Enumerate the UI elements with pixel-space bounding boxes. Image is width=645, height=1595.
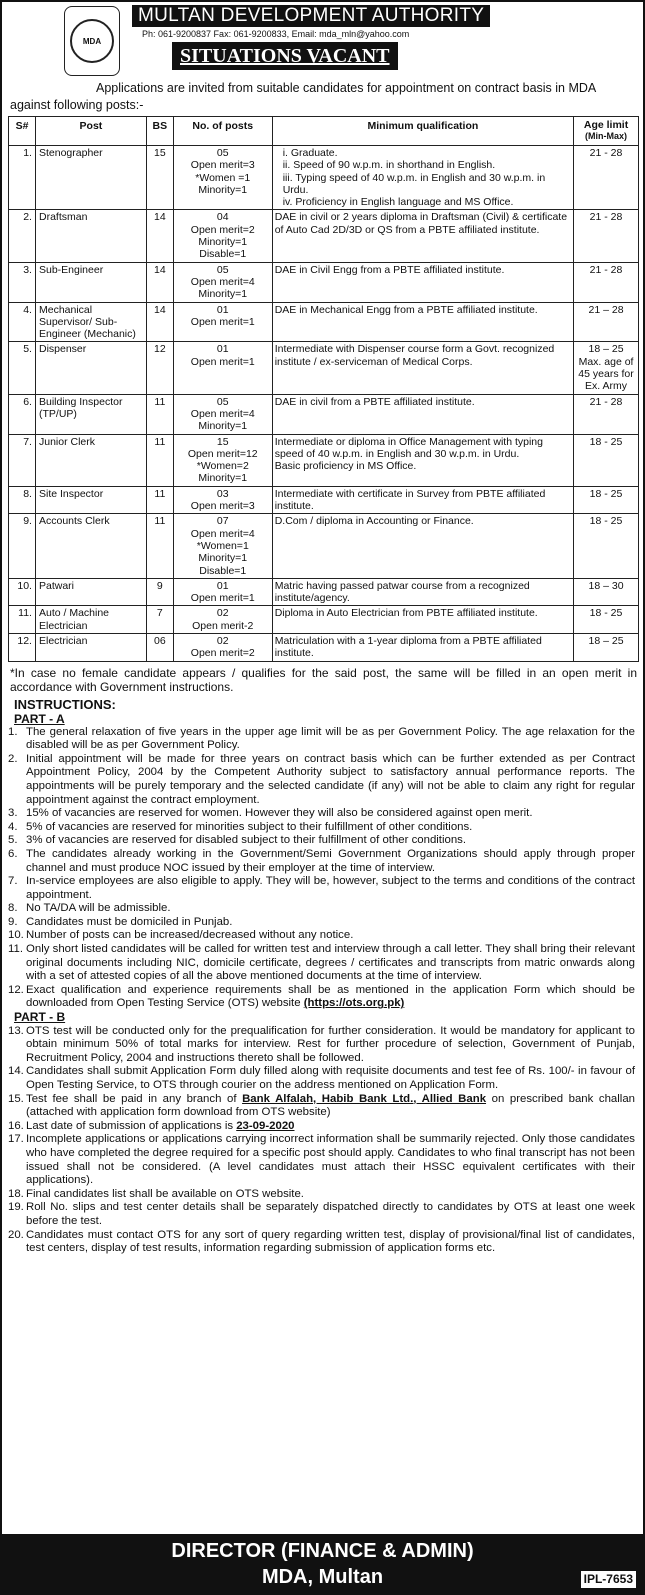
item-number: 20.: [8, 1228, 24, 1241]
cell-post: Accounts Clerk: [35, 514, 146, 578]
item-text: The general relaxation of five years in the upper age limit will be as per Government Policy. The age relaxation for the disabled will be as per Government Policy.: [26, 725, 635, 752]
item-text: 5% of vacancies are reserved for minorities subject to their fulfillment of other conditions.: [26, 820, 473, 833]
posts-line: 01: [216, 303, 229, 316]
mda-logo: [64, 6, 120, 76]
qualification-line: Matriculation with a 1-year diploma from a PBTE affiliated institute.: [274, 634, 542, 660]
ots-website-link[interactable]: (https://ots.org.pk): [303, 997, 405, 1010]
item-text: Final candidates list shall be available on OTS website.: [26, 1187, 304, 1200]
cell-post: Stenographer: [35, 146, 146, 210]
posts-line: Minority=1: [198, 288, 248, 301]
item-text: [26, 1093, 635, 1120]
posts-line: Open merit=1: [190, 592, 255, 605]
cell-qualification: [272, 578, 573, 606]
logo-emblem-icon: MDA: [70, 19, 114, 63]
ad-reference: IPL-7653: [580, 1570, 637, 1589]
qualification-line: Intermediate or diploma in Office Management with typing speed of 40 w.p.m. in English and 30 w.p.m. in Urdu.: [274, 435, 543, 460]
table-header-row: [9, 117, 639, 146]
item-number: 2.: [8, 752, 18, 765]
cell-age: 18 - 25: [574, 434, 639, 486]
cell-sn: 10.: [9, 578, 36, 606]
instruction-item: [8, 929, 635, 943]
cell-bs: 12: [146, 342, 173, 394]
cell-post: Draftsman: [35, 210, 146, 262]
table-row: [9, 146, 639, 210]
part-b-heading: PART - B: [14, 1010, 66, 1025]
instructions-list: [2, 726, 643, 1256]
item-number: 4.: [8, 820, 18, 833]
table-row: [9, 578, 639, 606]
cell-qualification: [272, 210, 573, 262]
posts-line: Open merit=3: [190, 500, 255, 513]
instruction-item: [8, 916, 635, 930]
posts-line: Open merit=3: [190, 159, 255, 172]
cell-qualification: [272, 486, 573, 514]
item-number: 6.: [8, 847, 18, 860]
cell-posts: [173, 262, 272, 302]
item-number: 1.: [8, 725, 18, 738]
cell-posts: [173, 633, 272, 661]
qualification-line: iii. Typing speed of 40 w.p.m. in English and 30 w.p.m. in Urdu.: [282, 171, 546, 196]
item-text: 3% of vacancies are reserved for disabled subject to their fulfillment of other conditions.: [26, 834, 467, 847]
item-number: 19.: [8, 1201, 24, 1214]
instruction-item: [8, 753, 635, 807]
table-row: [9, 262, 639, 302]
qualification-line: DAE in civil from a PBTE affiliated institute.: [274, 395, 475, 408]
qualification-line: D.Com / diploma in Accounting or Finance.: [274, 515, 474, 528]
cell-sn: 3.: [9, 262, 36, 302]
instruction-item: [8, 807, 635, 821]
vacancies-table: [8, 116, 639, 662]
cell-posts: [173, 146, 272, 210]
instruction-item: [8, 943, 635, 984]
cell-bs: 11: [146, 486, 173, 514]
instruction-item: [8, 1188, 635, 1202]
cell-bs: 11: [146, 514, 173, 578]
cell-posts: [173, 394, 272, 434]
cell-bs: 15: [146, 146, 173, 210]
cell-sn: 9.: [9, 514, 36, 578]
cell-post: Site Inspector: [35, 486, 146, 514]
cell-bs: 9: [146, 578, 173, 606]
cell-qualification: [272, 606, 573, 634]
item-text: No TA/DA will be admissible.: [26, 902, 171, 915]
intro-text: Applications are invited from suitable candidates for appointment on contract basis in MDA against following posts:-: [10, 81, 596, 112]
posts-line: 04: [216, 211, 229, 224]
cell-sn: 4.: [9, 302, 36, 342]
cell-post: Mechanical Supervisor/ Sub-Engineer (Mechanic): [35, 302, 146, 342]
table-row: [9, 606, 639, 634]
age-subheader: (Min-Max): [585, 131, 628, 141]
qualification-line: iv. Proficiency in English language and MS Office.: [282, 196, 514, 209]
table-row: [9, 434, 639, 486]
instruction-item: [8, 1229, 635, 1256]
cell-sn: 12.: [9, 633, 36, 661]
last-date: 23-09-2020: [236, 1119, 295, 1132]
bank-names: Bank Alfalah, Habib Bank Ltd., Allied Bank: [242, 1092, 487, 1105]
item-number: 11.: [8, 943, 23, 956]
item-text: 15% of vacancies are reserved for women. However they will also be considered against open merit.: [26, 807, 533, 820]
posts-line: Disable=1: [199, 248, 247, 261]
instruction-item: [8, 1025, 635, 1066]
cell-qualification: [272, 302, 573, 342]
posts-line: Minority=1: [198, 236, 248, 249]
cell-age: 18 – 25: [574, 633, 639, 661]
cell-posts: [173, 514, 272, 578]
cell-sn: 2.: [9, 210, 36, 262]
qualification-line: DAE in Civil Engg from a PBTE affiliated institute.: [274, 263, 505, 276]
posts-line: Open merit=2: [190, 647, 255, 660]
table-row: [9, 514, 639, 578]
qualification-line: Diploma in Auto Electrician from PBTE affiliated institute.: [274, 607, 538, 620]
cell-post: Auto / Machine Electrician: [35, 606, 146, 634]
instruction-item: [8, 1120, 635, 1134]
cell-qualification: [272, 262, 573, 302]
qualification-line: Matric having passed patwar course from a recognized institute/agency.: [274, 579, 530, 605]
cell-post: Patwari: [35, 578, 146, 606]
cell-age: 18 - 25: [574, 514, 639, 578]
col-qualification: Minimum qualification: [272, 117, 573, 146]
instruction-item: [8, 821, 635, 835]
cell-qualification: [272, 633, 573, 661]
instruction-item: [8, 848, 635, 875]
posts-line: *Women=1: [196, 539, 249, 552]
cell-age: 18 - 25: [574, 486, 639, 514]
posts-line: Open merit=1: [190, 355, 255, 368]
item-number: 10.: [8, 929, 24, 942]
posts-line: Open merit=4: [190, 275, 255, 288]
posts-line: 05: [216, 147, 229, 159]
item-number: 17.: [8, 1133, 24, 1146]
instruction-item: [8, 902, 635, 916]
col-sn: S#: [9, 117, 36, 146]
posts-line: Open merit-2: [192, 619, 254, 632]
item-text: The candidates already working in the Government/Semi Government Organizations should apply through proper channel and must produce NOC issued by their employer at the time of interview.: [26, 847, 635, 874]
table-row: [9, 633, 639, 661]
instruction-item: [8, 1201, 635, 1228]
cell-age: 21 - 28: [574, 210, 639, 262]
instruction-item: [8, 1065, 635, 1092]
instruction-item: [8, 875, 635, 902]
item-text: [26, 1120, 635, 1134]
item-text: [26, 984, 635, 1011]
cell-qualification: [272, 146, 573, 210]
item-text: on prescribed bank challan (attached with application form download from OTS website): [26, 1092, 635, 1119]
item-text: Number of posts can be increased/decreased without any notice.: [26, 929, 354, 942]
table-row: [9, 342, 639, 394]
contact-info: Ph: 061-9200837 Fax: 061-9200833, Email: mda_mln@yahoo.com: [142, 29, 410, 39]
item-number: 5.: [8, 834, 18, 847]
posts-line: Disable=1: [199, 564, 247, 577]
cell-qualification: [272, 342, 573, 394]
cell-post: Building Inspector (TP/UP): [35, 394, 146, 434]
qualification-line: Basic proficiency in MS Office.: [274, 460, 417, 473]
table-row: [9, 486, 639, 514]
posts-line: *Women=2: [196, 460, 249, 473]
col-posts: No. of posts: [173, 117, 272, 146]
cell-sn: 7.: [9, 434, 36, 486]
posts-line: 03: [216, 487, 229, 500]
qualification-line: DAE in Mechanical Engg from a PBTE affiliated institute.: [274, 303, 538, 316]
posts-line: 05: [216, 263, 229, 276]
cell-age: 21 – 28: [574, 302, 639, 342]
cell-qualification: [272, 514, 573, 578]
cell-posts: [173, 606, 272, 634]
item-text: OTS test will be conducted only for the prequalification for further consideration. It would be mandatory for applicant to obtain minimum 50% of total marks for interview. Rest for further procedure of selection, Government of Punjab, Recruitment Policy, 2004 and instructions thereto shall be followed.: [26, 1024, 635, 1064]
item-number: 15.: [8, 1092, 24, 1105]
cell-bs: 11: [146, 434, 173, 486]
item-text: Candidates must contact OTS for any sort of query regarding written test, display of provisional/final list of candidates, test centers, display of test results, information regarding submission of application forms etc.: [26, 1228, 635, 1255]
item-number: 7.: [8, 875, 18, 888]
posts-line: Open merit=4: [190, 527, 255, 540]
cell-post: Dispenser: [35, 342, 146, 394]
cell-bs: 14: [146, 302, 173, 342]
cell-posts: [173, 342, 272, 394]
qualification-line: ii. Speed of 90 w.p.m. in shorthand in English.: [282, 159, 496, 172]
posts-line: 02: [216, 634, 229, 647]
table-row: [9, 302, 639, 342]
age-header: Age limit: [583, 119, 629, 131]
cell-qualification: [272, 394, 573, 434]
posts-line: Minority=1: [198, 472, 248, 485]
posts-line: 02: [216, 607, 229, 620]
instruction-item: [8, 1093, 635, 1120]
cell-post: Junior Clerk: [35, 434, 146, 486]
item-text: Last date of submission of applications is: [26, 1119, 234, 1132]
footer: [2, 1534, 643, 1595]
item-text: Candidates must be domiciled in Punjab.: [26, 915, 233, 928]
cell-qualification: [272, 434, 573, 486]
item-text: Candidates shall submit Application Form duly filled along with requisite documents and test fee of Rs. 100/- in favour of Open Testing Service, to OTS through courier on the address mentioned on Application Form.: [26, 1065, 635, 1092]
org-title: MULTAN DEVELOPMENT AUTHORITY: [132, 5, 490, 27]
posts-line: 05: [216, 395, 229, 408]
cell-bs: 11: [146, 394, 173, 434]
cell-sn: 6.: [9, 394, 36, 434]
posts-line: 01: [216, 579, 229, 592]
item-number: 12.: [8, 983, 24, 996]
posts-line: 01: [216, 343, 229, 356]
header: [2, 2, 643, 80]
posts-line: Open merit=1: [190, 315, 255, 328]
qualification-line: Intermediate with Dispenser course form a Govt. recognized institute / ex-serviceman of Medical Corps.: [274, 343, 555, 368]
signatory-title: DIRECTOR (FINANCE & ADMIN): [171, 1540, 474, 1562]
part-a-heading: PART - A: [14, 711, 65, 726]
table-row: [9, 394, 639, 434]
cell-posts: [173, 578, 272, 606]
item-text: In-service employees are also eligible to apply. They will be, however, subject to the terms and conditions of the contract appointment.: [26, 875, 635, 901]
item-text: Only short listed candidates will be called for written test and interview through a call letter. They shall bring their relevant original documents including NIC, domicile certificate, degrees / certificates and transcripts from matric onwards along with a set of attested copies of all the above mentioned documents at the time of interview.: [26, 943, 635, 983]
item-number: 18.: [8, 1187, 24, 1200]
item-text: Exact qualification and experience requirements shall be as mentioned in the application Form which should be downloaded from Open Testing Service (OTS) website: [26, 983, 635, 1010]
item-number: 14.: [8, 1065, 24, 1078]
col-bs: BS: [146, 117, 173, 146]
female-note: *In case no female candidate appears / qualifies for the said post, the same will be filled in an open merit in accordance with Government instructions.: [10, 665, 637, 694]
item-number: 8.: [8, 902, 18, 915]
cell-bs: 06: [146, 633, 173, 661]
col-age: [574, 117, 639, 146]
cell-bs: 14: [146, 210, 173, 262]
posts-line: Minority=1: [198, 552, 248, 565]
instruction-item: [8, 726, 635, 753]
item-number: 13.: [8, 1024, 24, 1037]
posts-line: 07: [216, 515, 229, 528]
instruction-item: [8, 984, 635, 1011]
posts-line: Open merit=12: [187, 447, 258, 460]
col-post: Post: [35, 117, 146, 146]
qualification-line: i. Graduate.: [282, 147, 338, 159]
instruction-item: [8, 834, 635, 848]
cell-posts: [173, 434, 272, 486]
item-number: 3.: [8, 807, 18, 820]
cell-age: 21 - 28: [574, 262, 639, 302]
cell-sn: 5.: [9, 342, 36, 394]
cell-age: 18 – 25 Max. age of 45 years for Ex. Army: [574, 342, 639, 394]
instruction-item: [8, 1133, 635, 1187]
item-text: Incomplete applications or applications carrying incorrect information shall be summarily rejected. Only those candidates who have completed the degree required for a specific post should apply. Candidates to who final transcript has not been issued shall not be considered. (A level candidates must attach their HSSC equivalent certificates with their applications).: [26, 1133, 635, 1187]
table-row: [9, 210, 639, 262]
cell-post: Electrician: [35, 633, 146, 661]
cell-posts: [173, 486, 272, 514]
posts-line: Open merit=2: [190, 223, 255, 236]
cell-age: 18 - 25: [574, 606, 639, 634]
cell-posts: [173, 302, 272, 342]
posts-line: 15: [216, 435, 229, 448]
posts-line: *Women =1: [195, 171, 251, 184]
item-text: Initial appointment will be made for three years on contract basis which can be further extended as per Contract Appointment Policy, 2004 by the Competent Authority subject to satisfactory annual performance reports. The appointments will be purely temporary and the selected candidate (if any) will not be able to claim any right for regular appointment against the contract employment.: [26, 752, 635, 806]
qualification-line: DAE in civil or 2 years diploma in Draftsman (Civil) & certificate of Auto Cad 2D/3D or QS from a PBTE affiliated institute.: [274, 211, 568, 236]
qualification-line: Intermediate with certificate in Survey from PBTE affiliated institute.: [274, 487, 546, 513]
cell-bs: 14: [146, 262, 173, 302]
cell-age: 21 - 28: [574, 146, 639, 210]
item-number: 9.: [8, 915, 18, 928]
cell-sn: 8.: [9, 486, 36, 514]
cell-bs: 7: [146, 606, 173, 634]
signatory-office: MDA, Multan: [261, 1566, 384, 1588]
instructions-heading: INSTRUCTIONS:: [14, 696, 116, 712]
item-text: Test fee shall be paid in any branch of: [26, 1092, 237, 1105]
posts-line: Minority=1: [198, 420, 248, 433]
cell-sn: 11.: [9, 606, 36, 634]
cell-post: Sub-Engineer: [35, 262, 146, 302]
posts-line: Minority=1: [198, 183, 248, 196]
cell-posts: [173, 210, 272, 262]
situations-vacant-heading: SITUATIONS VACANT: [172, 42, 398, 70]
item-number: 16.: [8, 1119, 24, 1132]
item-text: Roll No. slips and test center details shall be separately dispatched directly to candidates by OTS at least one week before the test.: [26, 1201, 635, 1227]
cell-age: 21 - 28: [574, 394, 639, 434]
cell-sn: 1.: [9, 146, 36, 210]
posts-line: Open merit=4: [190, 407, 255, 420]
cell-age: 18 – 30: [574, 578, 639, 606]
